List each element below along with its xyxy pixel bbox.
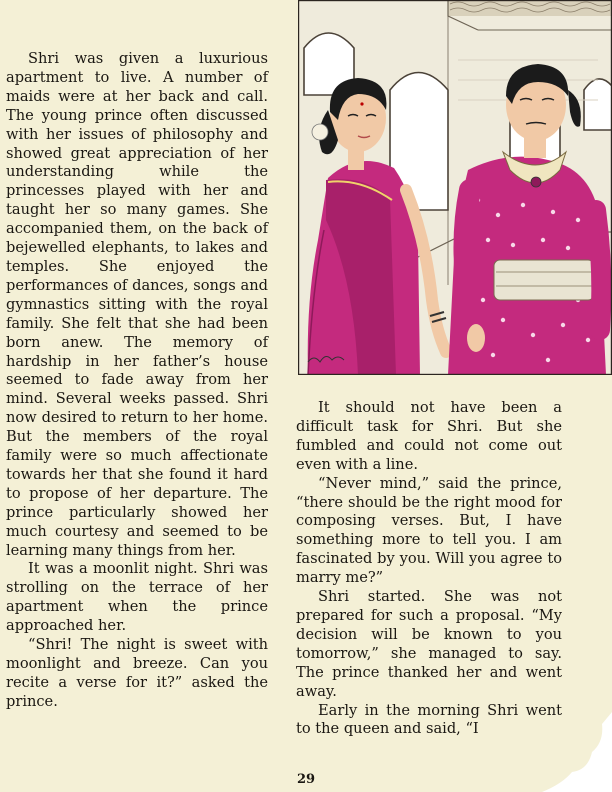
- paragraph: “Never mind,” said the prince, “there should be the right mood for composing verses. But, I have something more to tell you. I am fascinated by you. Will you agree to marry me?”: [296, 474, 562, 587]
- torn-corner: [542, 712, 612, 792]
- paragraph: Early in the morning Shri went to the queen and said, “I: [296, 701, 562, 738]
- left-text-column: [6, 50, 268, 712]
- paragraph: Shri started. She was not prepared for such a proposal. “My decision will be known to you tomorrow,” she managed to say. The prince thanked her and went away.: [296, 588, 562, 700]
- story-illustration: [298, 0, 612, 375]
- right-text-column: [296, 399, 562, 739]
- paragraph: “Shri! The night is sweet with moonlight and breeze. Can you recite a verse for it?” asked the prince.: [6, 636, 268, 710]
- paragraph: It was a moonlit night. Shri was strolling on the terrace of her apartment when the prince approached her.: [6, 560, 268, 635]
- paragraph: It should not have been a difficult task for Shri. But she fumbled and could not come out even with a line.: [296, 399, 562, 473]
- paragraph: Shri was given a luxurious apartment to live. A number of maids were at her back and call. The young prince often discussed with her issues of philosophy and showed great appreciation of her understanding while the princesses played with her and taught her so many games. She accompanied them, on the back of bejewelled elephants, to lakes and temples. She enjoyed the performances of dances, songs and gymnastics sitting with the royal family. She felt that she had been born anew. The memory of hardship in her father’s house seemed to fade away from her mind. Several weeks passed. Shri now desired to return to her home. But the members of the royal family were so much affectionate towards her that she found it hard to propose of her departure. The prince particularly showed her much courtesy and seemed to be learning many things from her.: [6, 50, 268, 559]
- page-number: 29: [296, 772, 316, 787]
